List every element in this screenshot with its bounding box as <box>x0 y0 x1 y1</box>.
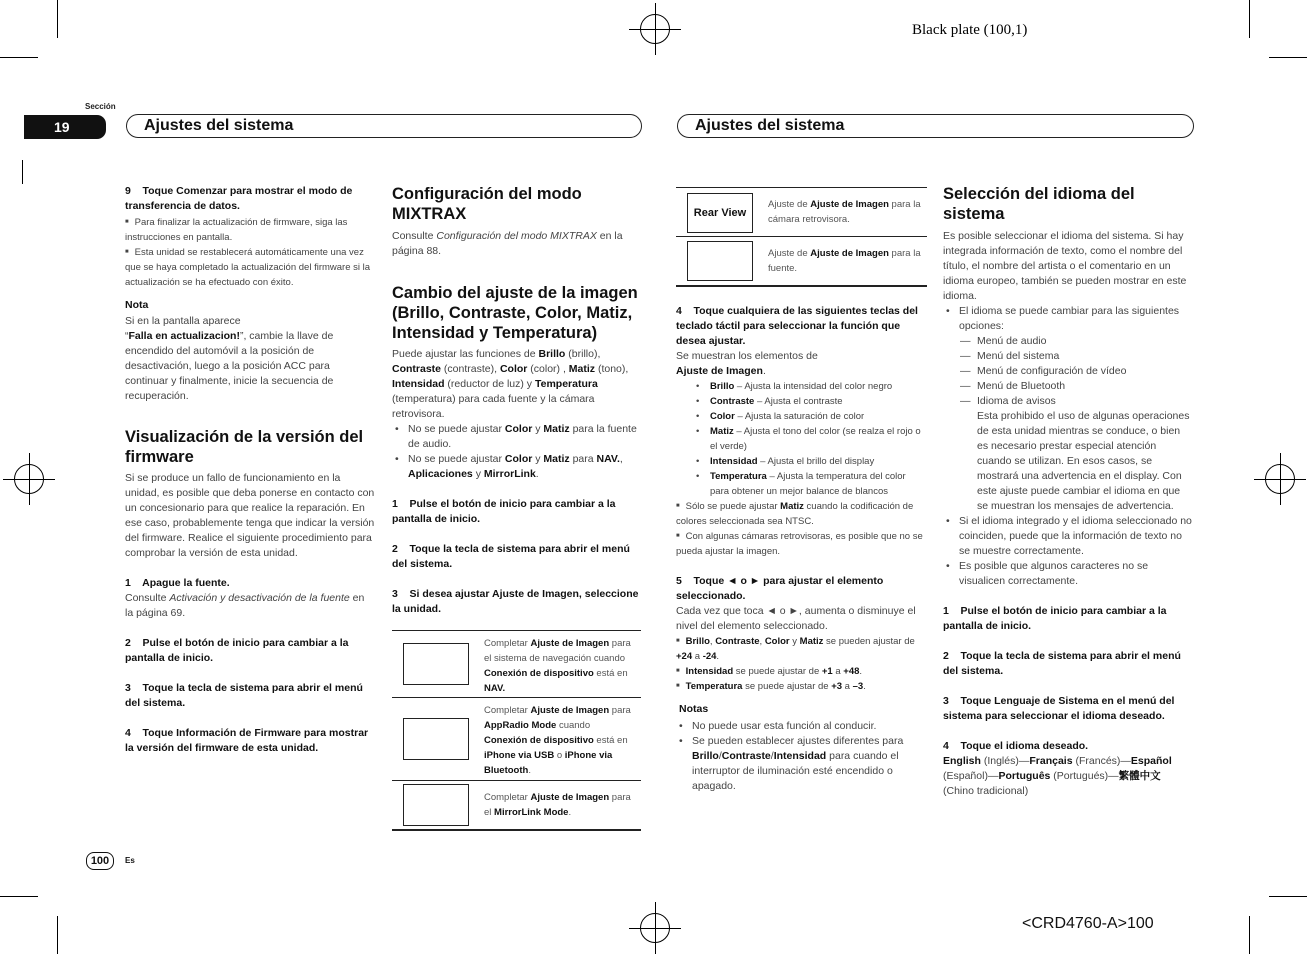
bold-text: 繁體中文 <box>1118 770 1161 782</box>
bold-text: Matiz <box>780 501 804 512</box>
table-row <box>676 188 927 237</box>
text: Es posible que algunos caracteres no se visualicen correctamente. <box>959 560 1149 587</box>
registration-mark-icon <box>1265 464 1295 494</box>
text: (Chino tradicional) <box>943 785 1029 797</box>
bold-text: NAV. <box>484 683 506 694</box>
text: Completar <box>484 638 531 649</box>
registration-mark-icon <box>640 14 670 44</box>
bold-text: Intensidad <box>392 378 445 390</box>
step-2: 2 Toque la tecla de sistema para abrir el menú del sistema. <box>392 543 630 570</box>
option-item: — Menú de Bluetooth <box>943 379 1193 394</box>
bold-text: Brillo <box>538 348 566 360</box>
option-item: — Idioma de avisos <box>943 394 1193 409</box>
step-4: 4 Toque el idioma deseado. <box>943 740 1089 752</box>
bold-text: Conexión de dispositivo <box>484 668 594 679</box>
language-code: Es <box>125 856 135 865</box>
column-3 <box>676 304 926 794</box>
crop-mark <box>57 916 58 954</box>
text: No se puede ajustar <box>408 453 505 465</box>
bold-text: Color <box>499 363 528 375</box>
bold-text: Brillo <box>685 636 710 647</box>
source-table <box>392 630 641 831</box>
step-4-body-b: Ajuste de Imagen. <box>676 365 766 377</box>
bold-text: Color <box>764 636 790 647</box>
step-4: 4 Toque cualquiera de las siguientes teclas del teclado táctil para seleccionar la función que desea ajustar. <box>676 305 918 347</box>
bullet-item <box>943 304 1193 334</box>
range-item <box>676 664 926 679</box>
crop-mark <box>1269 896 1307 897</box>
text: y <box>532 453 544 465</box>
rear-view-key[interactable]: Rear View <box>687 193 753 233</box>
bold-text: MirrorLink <box>483 468 536 480</box>
column-1 <box>125 184 375 756</box>
text: (Portugués)— <box>1050 770 1119 782</box>
heading-idioma: Selección del idioma del sistema <box>943 185 1135 223</box>
column-2 <box>392 184 640 617</box>
note-text: Para finalizar la actualización de firmware, siga las instrucciones en pantalla. <box>125 217 348 243</box>
bold-text: Ajuste de Imagen <box>530 792 610 803</box>
text: (brillo), <box>565 348 601 360</box>
text: . <box>535 468 539 480</box>
registration-mark-icon <box>640 913 670 943</box>
note-item <box>676 499 926 529</box>
bold-text: iPhone via USB <box>484 750 555 761</box>
text: para cuando el interruptor de iluminación esté encendido o apagado. <box>692 750 899 792</box>
text: está en <box>593 735 628 746</box>
crop-mark <box>0 896 38 897</box>
row-desc <box>484 790 636 820</box>
table-row <box>392 781 641 829</box>
crop-mark <box>22 160 23 184</box>
heading-firmware: Visualización de la versión del firmware <box>125 428 364 466</box>
item-name: Contraste <box>710 396 755 407</box>
text: / <box>770 750 774 762</box>
text: No puede usar esta función al conducir. <box>692 720 877 732</box>
page-number-text: 100 <box>90 855 110 867</box>
error-message: Falla en actualizacion! <box>128 330 240 342</box>
table-row <box>676 237 927 285</box>
bullet-item <box>676 734 926 794</box>
registration-mark-icon <box>14 464 44 494</box>
item-desc: – Ajusta la temperatura del color para obtener un mejor balance de blancos <box>710 471 906 497</box>
text: Ajuste de Imagen <box>676 365 763 377</box>
text: se puede ajustar de <box>742 681 832 692</box>
row-desc <box>484 636 636 696</box>
option-item: — Menú del sistema <box>943 349 1193 364</box>
bold-text: Ajuste de Imagen <box>530 638 610 649</box>
option-note: Esta prohibido el uso de algunas operaciones de esta unidad mientras se conduce, o bien es necesario prestar especial atención cuando se utilizan. En esos casos, se mostrará una advertencia en el display. Con este ajuste puede cambiar el idioma en que se muestran los mensajes de advertencia. <box>977 410 1190 512</box>
text: y <box>472 468 484 480</box>
adjust-item <box>676 424 926 454</box>
text: para la cámara retrovisora. <box>768 199 921 225</box>
text: cuando la codificación de colores seleccionada sea NTSC. <box>676 501 914 527</box>
source-key[interactable] <box>403 784 469 826</box>
bold-text: Brillo <box>692 750 719 762</box>
bold-text: English <box>943 755 981 767</box>
text: , <box>709 636 716 647</box>
step-4: 4 Toque Información de Firmware para mostrar la versión del firmware de esta unidad. <box>125 727 369 754</box>
text: se puede ajustar de <box>733 666 822 677</box>
section-title-right: Ajustes del sistema <box>677 114 1194 138</box>
bold-text: Temperatura <box>685 681 743 692</box>
source-key[interactable] <box>403 643 469 685</box>
text: para <box>569 453 597 465</box>
text: No se puede ajustar <box>408 423 505 435</box>
nota-body <box>125 329 375 404</box>
bold-text: Ajuste de Imagen <box>810 199 889 210</box>
text: . <box>863 681 866 692</box>
text: (temperatura) para cada fuente y la cámara retrovisora. <box>392 393 595 420</box>
step-1: 1 Apague la fuente. <box>125 577 230 589</box>
bold-text: Matiz <box>543 423 570 435</box>
step-1-body <box>125 591 375 621</box>
language-list <box>943 754 1193 799</box>
text: Consulte <box>125 592 170 604</box>
bold-text: Contraste <box>392 363 442 375</box>
crop-mark <box>0 57 38 58</box>
bold-text: Português <box>998 770 1051 782</box>
text: cuando <box>556 720 591 731</box>
bold-text: Intensidad <box>773 750 827 762</box>
note-item <box>125 215 375 245</box>
text: y <box>532 423 544 435</box>
bold-text: +1 <box>821 666 833 677</box>
text: para la fuente. <box>768 248 921 274</box>
text: a <box>832 666 844 677</box>
bullet-item <box>392 422 640 452</box>
reference-link: Configuración del modo MIXTRAX <box>436 230 597 242</box>
bold-text: Matiz <box>799 636 824 647</box>
crop-mark <box>1249 0 1250 38</box>
range-item <box>676 634 926 664</box>
text: . <box>859 666 863 677</box>
text: (Inglés)— <box>980 755 1030 767</box>
section-label: Sección <box>85 102 116 111</box>
bold-text: NAV. <box>596 453 620 465</box>
crop-mark <box>1269 57 1307 58</box>
adjust-item <box>676 394 926 409</box>
item-name: Matiz <box>710 426 734 437</box>
bold-text: Aplicaciones <box>408 468 473 480</box>
text: . <box>568 807 572 818</box>
item-name: Brillo <box>710 381 735 392</box>
plate-label: Black plate (100,1) <box>912 22 1028 38</box>
table-row <box>392 631 641 698</box>
text: , <box>619 453 623 465</box>
firmware-body: Si se produce un fallo de funcionamiento en la unidad, es posible que deba ponerse en contacto con un concesionario para que realice la reparación. En ese caso, probablemente tenga que indicar la versión del firmware. Realice el siguiente procedimiento para comprobar la versión de esta unidad. <box>125 472 375 559</box>
bold-text: Intensidad <box>685 666 734 677</box>
text: / <box>718 750 722 762</box>
bold-text: Contraste <box>721 750 771 762</box>
bold-text: iPhone via Bluetooth <box>484 750 613 776</box>
row-desc <box>768 197 923 227</box>
text: . <box>716 651 720 662</box>
bold-text: Contraste <box>715 636 760 647</box>
text: en la página 88. <box>392 230 623 257</box>
nota-line: Si en la pantalla aparece <box>125 315 241 327</box>
text: Completar <box>484 705 531 716</box>
imagen-intro <box>392 347 640 422</box>
text: Sólo se puede ajustar <box>685 501 781 512</box>
bold-text: Matiz <box>568 363 596 375</box>
text: para <box>609 705 631 716</box>
bold-text: Ajuste de Imagen <box>530 705 610 716</box>
step-1: 1 Pulse el botón de inicio para cambiar a la pantalla de inicio. <box>392 498 616 525</box>
crop-mark <box>57 0 58 38</box>
option-item: — Menú de audio <box>943 334 1193 349</box>
text: en la página 69. <box>125 592 365 619</box>
adjust-item <box>676 454 926 469</box>
note-item <box>676 529 926 559</box>
option-item: — Menú de configuración de vídeo <box>943 364 1193 379</box>
adjust-item-list <box>676 379 926 499</box>
heading-mixtrax: Configuración del modo MIXTRAX <box>392 185 582 223</box>
bold-text: +48 <box>843 666 860 677</box>
text: Puede ajustar las funciones de <box>392 348 539 360</box>
column-4 <box>943 184 1193 799</box>
bold-text: Ajuste de Imagen <box>810 248 889 259</box>
crop-mark <box>1249 916 1250 954</box>
bold-text: Matiz <box>543 453 570 465</box>
item-name: Intensidad <box>710 456 758 467</box>
bold-text: Color <box>504 423 533 435</box>
step-2: 2 Pulse el botón de inicio para cambiar a la pantalla de inicio. <box>125 637 349 664</box>
step-9: 9 Toque Comenzar para mostrar el modo de transferencia de datos. <box>125 185 353 212</box>
section-title-left: Ajustes del sistema <box>126 114 642 138</box>
text: para el <box>484 792 631 818</box>
text: Ajuste de <box>768 199 811 210</box>
text: El idioma se puede cambiar para las siguientes opciones: <box>959 305 1180 332</box>
heading-imagen: Cambio del ajuste de la imagen (Brillo, Contraste, Color, Matiz, Intensidad y Temperatura) <box>392 284 638 342</box>
row-desc <box>768 246 923 276</box>
step-5-body: Cada vez que toca ◄ o ►, aumenta o disminuye el nivel del elemento seleccionado. <box>676 605 916 632</box>
adjust-item <box>676 409 926 424</box>
notas-title: Notas <box>679 703 709 715</box>
text: se pueden ajustar de <box>823 636 915 647</box>
bold-text: Français <box>1029 755 1073 767</box>
item-name: Color <box>710 411 735 422</box>
bold-text: –3 <box>852 681 864 692</box>
text: (color) , <box>527 363 569 375</box>
quote: “ <box>125 330 129 342</box>
section-number: 19 <box>24 115 106 139</box>
step-4-body: Se muestran los elementos de <box>676 350 818 362</box>
row-desc <box>484 703 636 778</box>
idioma-intro: Es posible seleccionar el idioma del sistema. Si hay integrada información de texto, como el nombre del título, el nombre del artista o el comentario en un idioma europeo, también se pueden mostrar en este idioma. <box>943 230 1187 302</box>
note-text: Esta unidad se restablecerá automáticamente una vez que se haya completado la actualización del firmware si la actualización se ha efectuado con éxito. <box>125 247 371 288</box>
item-name: Temperatura <box>710 471 767 482</box>
range-item <box>676 679 926 694</box>
reference-link: Activación y desactivación de la fuente <box>169 592 350 604</box>
text: (Español)— <box>943 770 999 782</box>
text: (reductor de luz) y <box>444 378 535 390</box>
text: Se pueden establecer ajustes diferentes para <box>692 735 904 747</box>
bold-text: +24 <box>676 651 693 662</box>
text: (Francés)— <box>1072 755 1131 767</box>
text: Con algunas cámaras retrovisoras, es posible que no se pueda ajustar la imagen. <box>676 531 923 557</box>
source-key[interactable] <box>403 718 469 760</box>
bold-text: AppRadio Mode <box>484 720 557 731</box>
bullet-item <box>676 719 926 734</box>
page-number <box>86 852 114 870</box>
text: Completar <box>484 792 531 803</box>
text: y <box>789 636 800 647</box>
note-item <box>125 245 375 290</box>
item-desc: – Ajusta la saturación de color <box>734 411 865 422</box>
text: a <box>842 681 853 692</box>
source-key[interactable] <box>687 241 753 281</box>
document-code: <CRD4760-A>100 <box>1022 915 1154 932</box>
bullet-item <box>392 452 640 482</box>
item-desc: – Ajusta el contraste <box>754 396 843 407</box>
nota-title: Nota <box>125 299 149 311</box>
bold-text: Español <box>1130 755 1172 767</box>
bullet-item <box>943 514 1193 559</box>
adjust-item <box>676 469 926 499</box>
bold-text: -24 <box>702 651 717 662</box>
step-3: 3 Toque Lenguaje de Sistema en el menú del sistema para seleccionar el idioma deseado. <box>943 695 1175 722</box>
step-3: 3 Si desea ajustar Ajuste de Imagen, seleccione la unidad. <box>392 588 639 615</box>
text: para la fuente de audio. <box>408 423 637 450</box>
bold-text: +3 <box>831 681 843 692</box>
camera-table <box>676 187 927 287</box>
step-5: 5 Toque ◄ o ► para ajustar el elemento seleccionado. <box>676 575 884 602</box>
text: Ajuste de <box>768 248 811 259</box>
text: (contraste), <box>441 363 500 375</box>
mixtrax-body <box>392 229 640 259</box>
nota-rest: ”, cambie la llave de encendido del automóvil a la posición de desactivación, luego a la posición ACC para continuar y finalmente, inicie la secuencia de recuperación. <box>125 330 334 402</box>
text: Consulte <box>392 230 437 242</box>
bold-text: Temperatura <box>534 378 598 390</box>
item-desc: – Ajusta el brillo del display <box>757 456 875 467</box>
bullet-item <box>943 559 1193 589</box>
text: , <box>759 636 765 647</box>
text: Si el idioma integrado y el idioma seleccionado no coinciden, puede que la información de texto no se muestre correctamente. <box>959 515 1192 557</box>
step-3: 3 Toque la tecla de sistema para abrir el menú del sistema. <box>125 682 363 709</box>
adjust-item <box>676 379 926 394</box>
item-desc: – Ajusta el tono del color (se realza el rojo o el verde) <box>710 426 921 452</box>
step-2: 2 Toque la tecla de sistema para abrir el menú del sistema. <box>943 650 1181 677</box>
item-desc: – Ajusta la intensidad del color negro <box>734 381 893 392</box>
text: (tono), <box>595 363 629 375</box>
text: está en <box>593 668 628 679</box>
step-1: 1 Pulse el botón de inicio para cambiar a la pantalla de inicio. <box>943 605 1167 632</box>
bold-text: Color <box>504 453 533 465</box>
text: o <box>554 750 565 761</box>
bold-text: Conexión de dispositivo <box>484 735 594 746</box>
text: . <box>528 765 531 776</box>
text: para el sistema de navegación cuando <box>484 638 631 664</box>
bold-text: MirrorLink Mode <box>494 807 569 818</box>
text: a <box>692 651 703 662</box>
table-row <box>392 698 641 781</box>
